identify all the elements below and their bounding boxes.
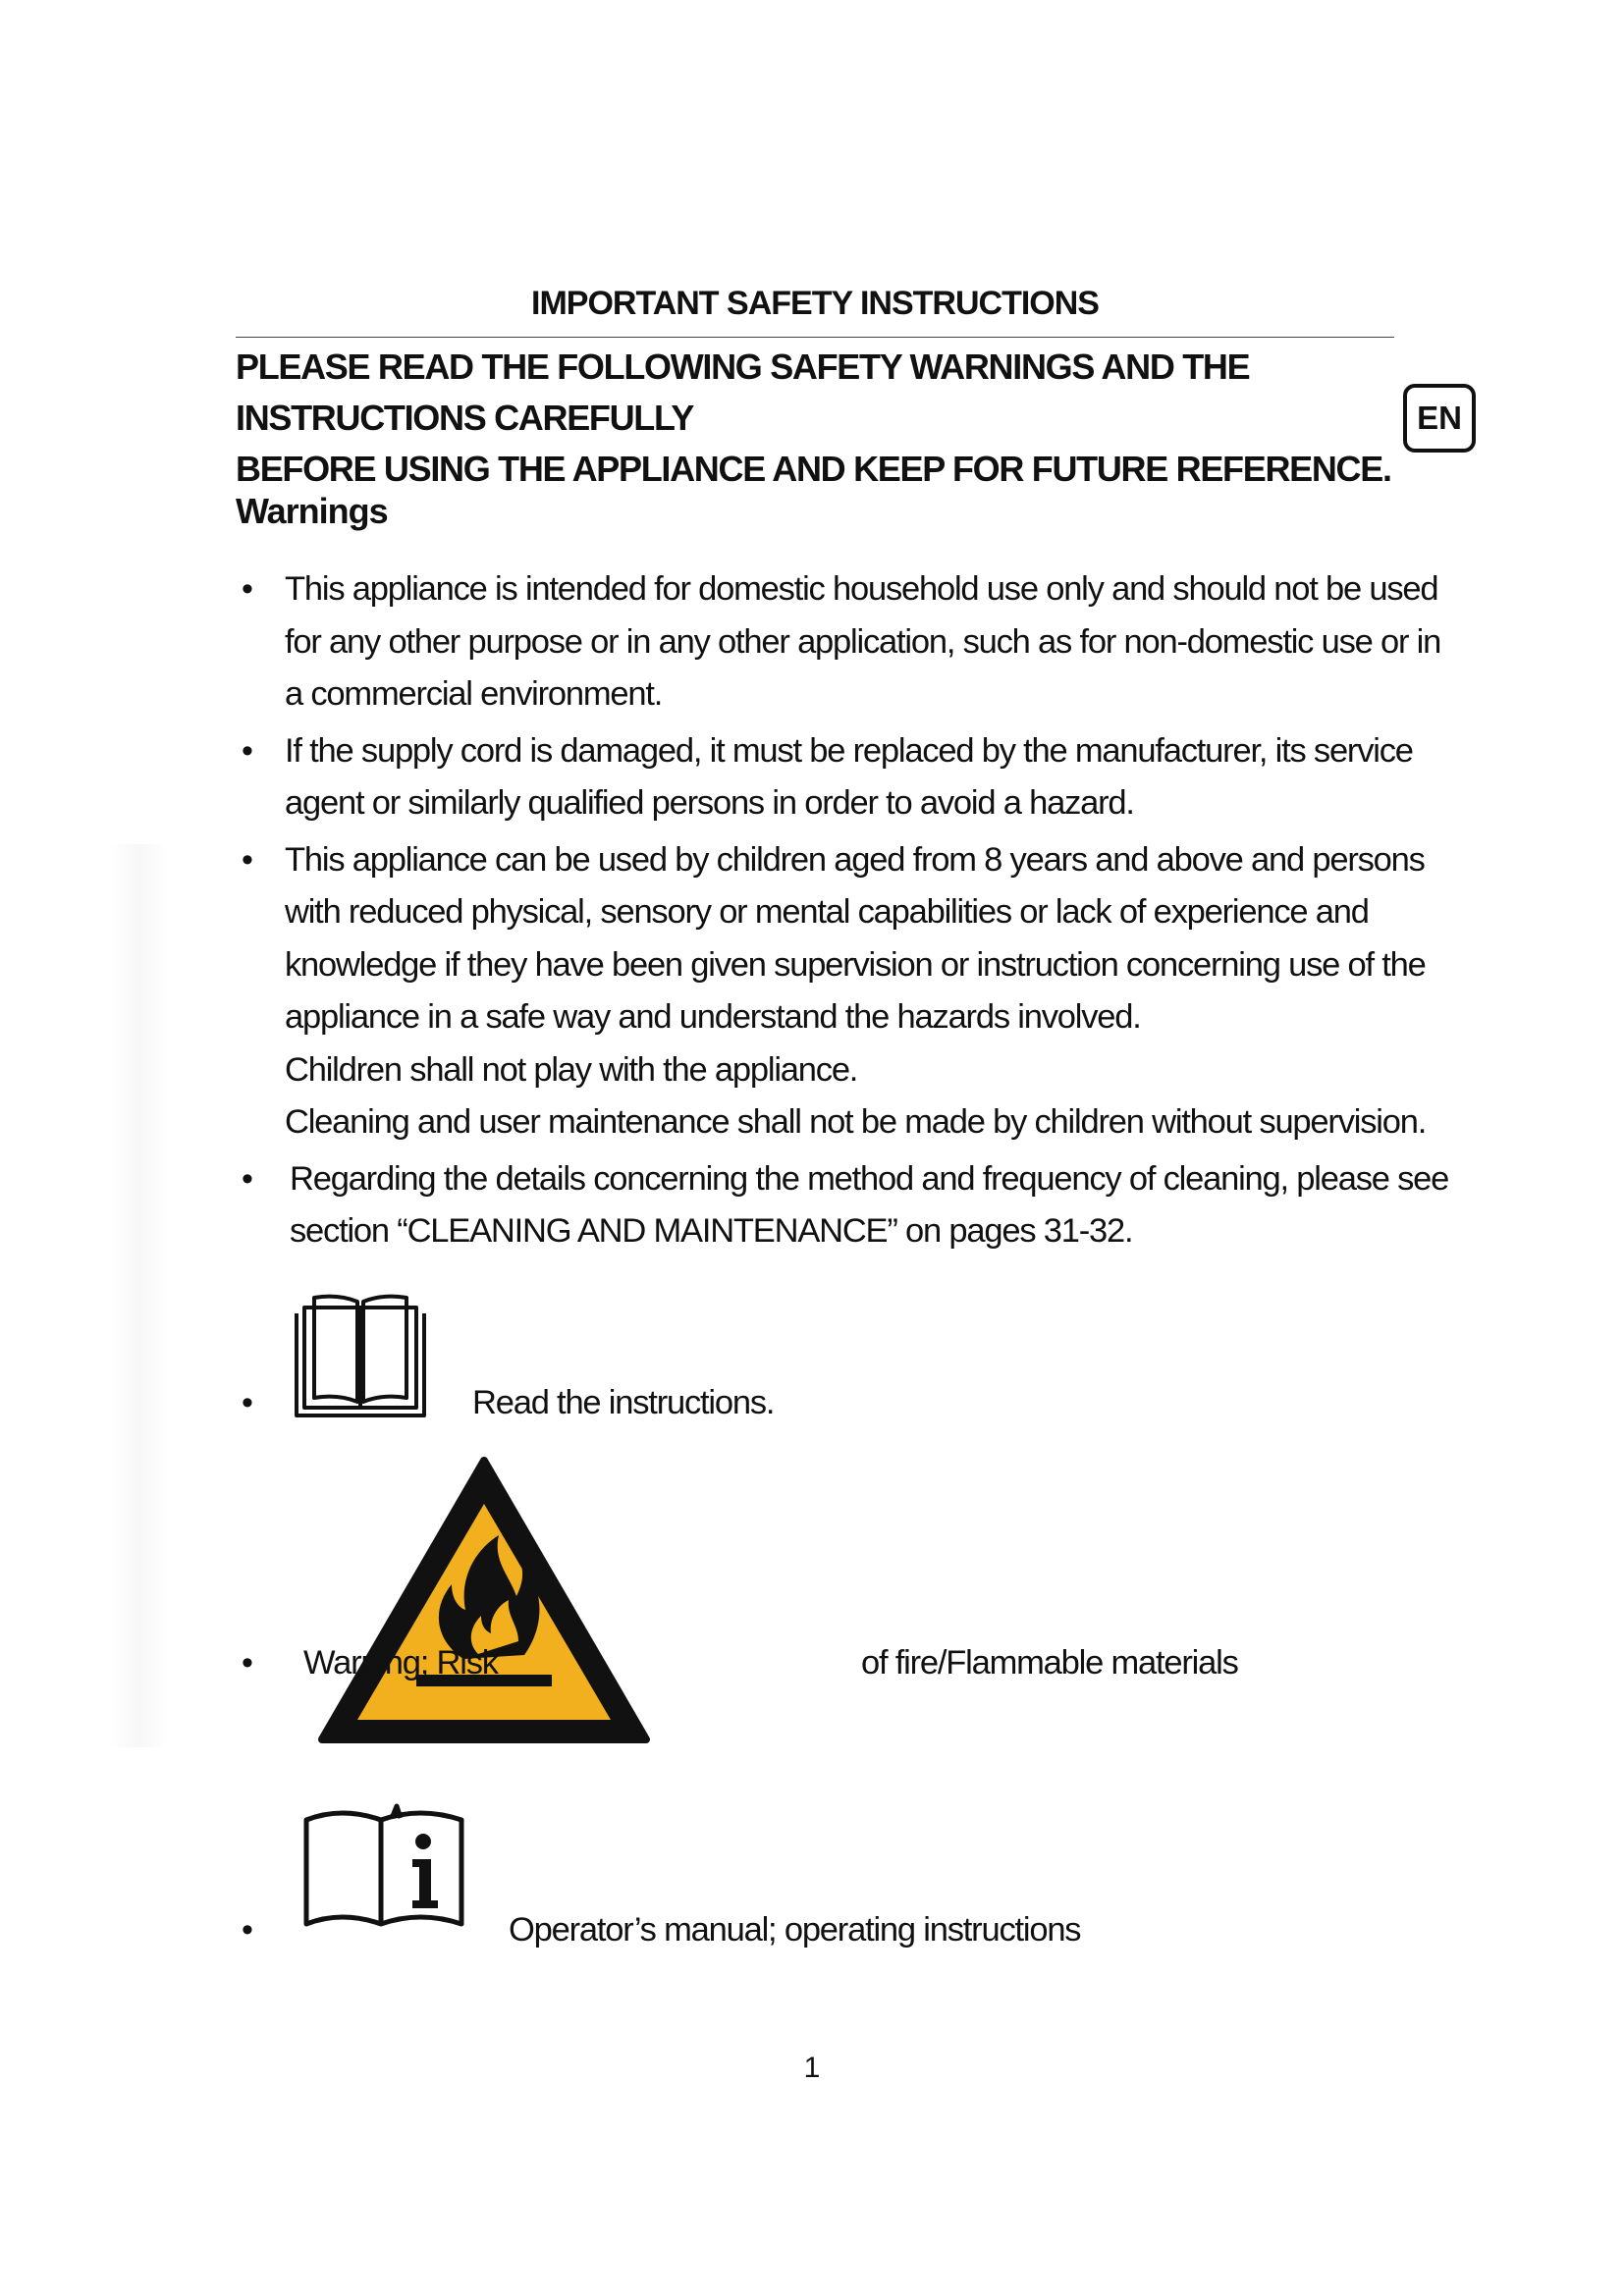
book-icon	[291, 1294, 430, 1421]
title-divider	[236, 337, 1394, 338]
subheading-line-2: BEFORE USING THE APPLIANCE AND KEEP FOR FUTURE REFERENCE.	[236, 449, 1391, 489]
warning-line: This appliance can be used by children aged from 8 years and above and persons	[285, 840, 1425, 879]
info-manual-icon	[302, 1802, 467, 1932]
page-title: IMPORTANT SAFETY INSTRUCTIONS	[531, 285, 1099, 322]
warning-line: Children shall not play with the appliance.	[285, 1050, 858, 1089]
warning-line: a commercial environment.	[285, 675, 663, 713]
warning-line: with reduced physical, sensory or mental capabilities or lack of experience and	[285, 893, 1369, 931]
bullet: •	[242, 1911, 253, 1949]
safety-subheading	[236, 342, 1394, 495]
symbol-caption-before: Warning; Risk	[303, 1644, 498, 1682]
bullet: •	[242, 731, 252, 770]
warning-line: for any other purpose or in any other application, such as for non-domestic use or in	[285, 622, 1441, 661]
list-item	[236, 1153, 1449, 1258]
bullet: •	[242, 1159, 252, 1198]
symbol-caption: Operator’s manual; operating instructions	[509, 1911, 1081, 1949]
bullet: •	[242, 1644, 253, 1682]
warning-line: agent or similarly qualified persons in order to avoid a hazard.	[285, 784, 1134, 822]
warnings-heading: Warnings	[236, 491, 388, 531]
bullet: •	[242, 1384, 253, 1421]
warning-line: This appliance is intended for domestic household use only and should not be used	[285, 570, 1438, 608]
bullet: •	[242, 840, 252, 879]
warning-line: If the supply cord is damaged, it must be replaced by the manufacturer, its service	[285, 731, 1413, 770]
symbol-caption: Read the instructions.	[472, 1384, 775, 1421]
warning-line: Regarding the details concerning the method and frequency of cleaning, please see	[290, 1159, 1449, 1198]
warning-line: section “CLEANING AND MAINTENANCE” on pages 31-32.	[290, 1212, 1133, 1250]
fire-warning-icon	[316, 1453, 652, 1747]
warning-line: knowledge if they have been given supervision or instruction concerning use of the	[285, 945, 1426, 984]
bullet: •	[242, 570, 252, 608]
list-item	[236, 834, 1427, 1149]
list-item	[236, 563, 1441, 721]
subheading-line-1: PLEASE READ THE FOLLOWING SAFETY WARNINGS AND THE INSTRUCTIONS CAREFULLY	[236, 347, 1250, 438]
warning-line: Cleaning and user maintenance shall not be made by children without supervision.	[285, 1103, 1427, 1141]
scan-shadow	[110, 844, 169, 1747]
language-badge: EN	[1403, 384, 1476, 453]
list-item	[236, 725, 1414, 830]
page-number: 1	[803, 2052, 821, 2084]
symbol-caption-after: of fire/Flammable materials	[861, 1644, 1238, 1682]
warnings-list	[236, 563, 1449, 1262]
warning-line: appliance in a safe way and understand the hazards involved.	[285, 998, 1141, 1036]
